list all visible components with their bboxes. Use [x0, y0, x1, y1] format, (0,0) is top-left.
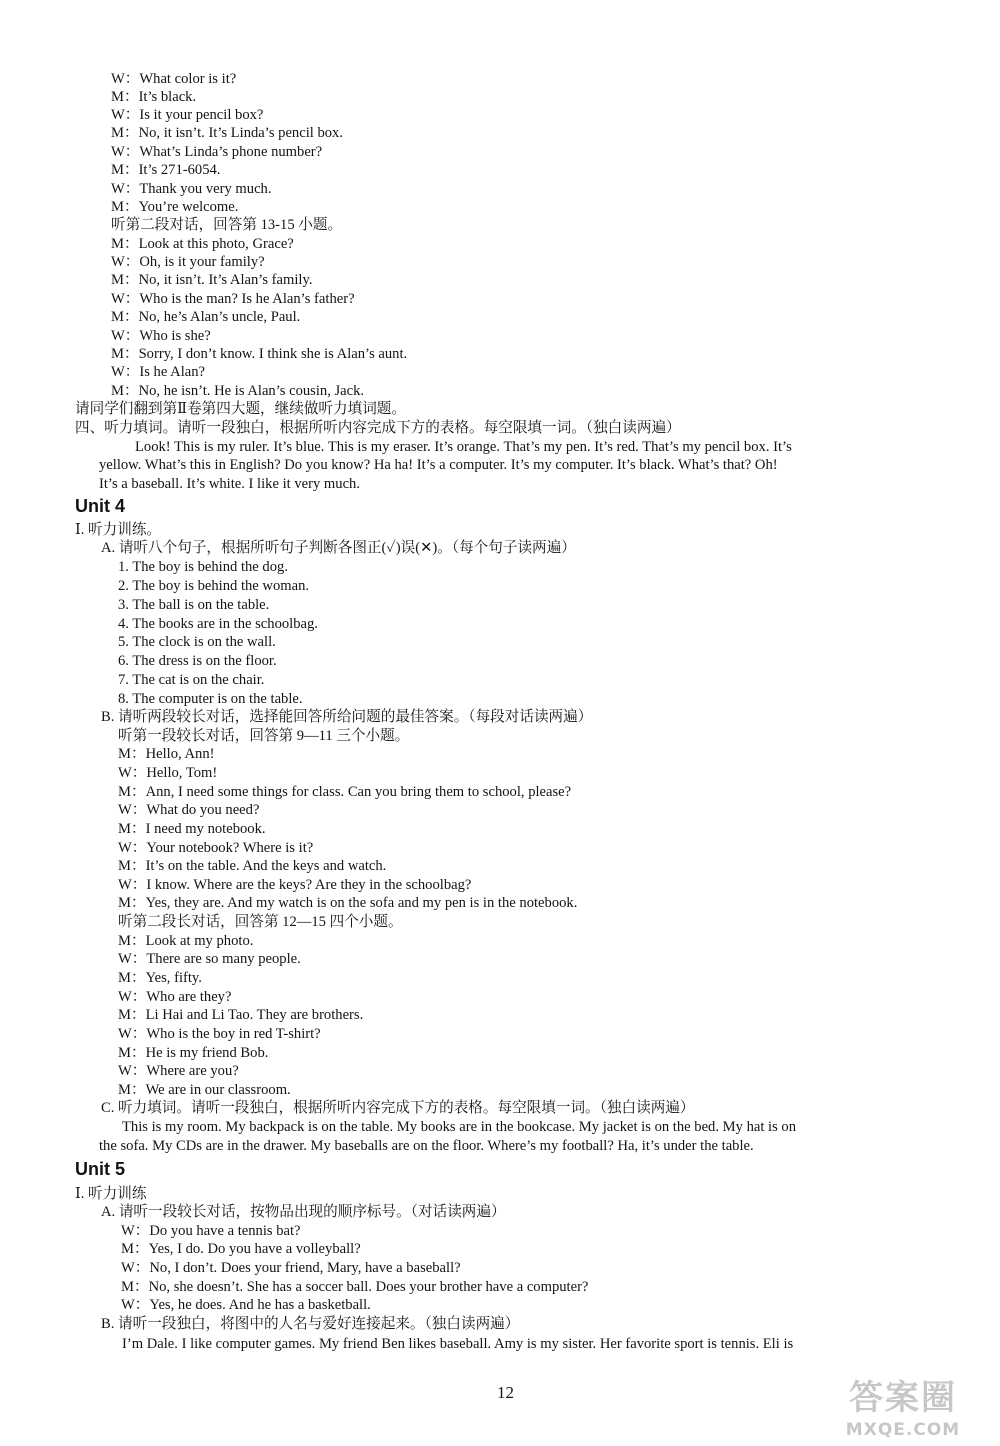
unit5-part1: Ⅰ. 听力训练: [75, 1186, 147, 1202]
list-item: 5. The clock is on the wall.: [118, 634, 276, 650]
dialogue-line: W：Is it your pencil box?: [111, 107, 264, 123]
dialogue-line: W：Your notebook? Where is it?: [118, 840, 314, 856]
section4-paragraph: Look! This is my ruler. It’s blue. This is my eraser. It’s orange. That’s my pen. It’s red. That’s my pencil box. It’s: [135, 439, 792, 455]
list-item: 8. The computer is on the table.: [118, 691, 303, 707]
unit4-c-paragraph: the sofa. My CDs are in the drawer. My baseballs are on the floor. Where’s my football? Ha, it’s under the table.: [99, 1138, 754, 1154]
dialogue-line: W：Who is the man? Is he Alan’s father?: [111, 291, 355, 307]
dialogue-line: W：Who are they?: [118, 989, 232, 1005]
dialogue-line: M：Look at this photo, Grace?: [111, 236, 294, 252]
dialogue-line: M：Hello, Ann!: [118, 746, 215, 762]
unit5-b-heading: B. 请听一段独白，将图中的人名与爱好连接起来。（独白读两遍）: [101, 1316, 520, 1332]
dialogue-line: M：Sorry, I don’t know. I think she is Alan’s aunt.: [111, 346, 408, 362]
dialogue-line: W：What color is it?: [111, 71, 237, 87]
dialogue-line: W：Thank you very much.: [111, 181, 272, 197]
dialogue-line: M：Yes, I do. Do you have a volleyball?: [121, 1241, 361, 1257]
watermark-logo: [808, 1378, 998, 1444]
dialogue-line: M：No, it isn’t. It’s Linda’s pencil box.: [111, 125, 344, 141]
dialogue-line: M：Yes, they are. And my watch is on the sofa and my pen is in the notebook.: [118, 895, 578, 911]
dialogue-intro: 听第一段较长对话，回答第 9—11 三个小题。: [118, 728, 410, 744]
dialogue-line: M：You’re welcome.: [111, 199, 239, 215]
dialogue-line: W：Do you have a tennis bat?: [121, 1223, 301, 1239]
dialogue-line: M：We are in our classroom.: [118, 1082, 291, 1098]
dialogue-line: W：What’s Linda’s phone number?: [111, 144, 323, 160]
dialogue-line: W：Hello, Tom!: [118, 765, 218, 781]
section4-paragraph: yellow. What’s this in English? Do you know? Ha ha! It’s a computer. It’s my computer. It’s black. What’s that? Oh!: [99, 457, 778, 473]
dialogue-line: M：No, she doesn’t. She has a soccer ball. Does your brother have a computer?: [121, 1279, 589, 1295]
list-item: 2. The boy is behind the woman.: [118, 578, 310, 594]
dialogue-line: M：Look at my photo.: [118, 933, 254, 949]
dialogue-line: M：Ann, I need some things for class. Can you bring them to school, please?: [118, 784, 572, 800]
page-number: 12: [497, 1383, 514, 1402]
dialogue-line: M：No, it isn’t. It’s Alan’s family.: [111, 272, 313, 288]
unit5-title: Unit 5: [75, 1159, 126, 1179]
list-item: 1. The boy is behind the dog.: [118, 559, 288, 575]
watermark-url: MXQE.COM: [845, 1420, 961, 1440]
dialogue-line: W：I know. Where are the keys? Are they in the schoolbag?: [118, 877, 472, 893]
unit4-part1: Ⅰ. 听力训练。: [75, 522, 162, 538]
watermark-title: 答案圈: [849, 1378, 957, 1418]
dialogue-line: M：No, he isn’t. He is Alan’s cousin, Jack.: [111, 383, 365, 399]
list-item: 3. The ball is on the table.: [118, 597, 270, 613]
dialogue-line: W：What do you need?: [118, 802, 260, 818]
unit4-title: Unit 4: [75, 496, 126, 516]
dialogue-line: M：It’s 271-6054.: [111, 162, 221, 178]
unit4-b-heading: B. 请听两段较长对话，选择能回答所给问题的最佳答案。（每段对话读两遍）: [101, 709, 593, 725]
unit4-c-heading: C. 听力填词。请听一段独白，根据所听内容完成下方的表格。每空限填一词。（独白读两遍）: [101, 1100, 695, 1116]
section4-paragraph: It’s a baseball. It’s white. I like it very much.: [99, 476, 360, 492]
unit5-b-paragraph: I’m Dale. I like computer games. My friend Ben likes baseball. Amy is my sister. Her favorite sport is tennis. Eli is: [122, 1336, 794, 1352]
dialogue-line: W：Is he Alan?: [111, 364, 206, 380]
dialogue-line: M：It’s black.: [111, 89, 197, 105]
dialogue-intro: 听第二段长对话，回答第 12—15 四个小题。: [118, 914, 403, 930]
dialogue-line: M：He is my friend Bob.: [118, 1045, 269, 1061]
dialogue-line: W：Who is she?: [111, 328, 211, 344]
dialogue-line: M：It’s on the table. And the keys and watch.: [118, 858, 387, 874]
dialogue-line: W：There are so many people.: [118, 951, 301, 967]
dialogue-line: M：Yes, fifty.: [118, 970, 202, 986]
list-item: 7. The cat is on the chair.: [118, 672, 265, 688]
list-item: 4. The books are in the schoolbag.: [118, 616, 318, 632]
dialogue-line: W：Yes, he does. And he has a basketball.: [121, 1297, 371, 1313]
unit4-c-paragraph: This is my room. My backpack is on the table. My books are in the bookcase. My jacket is on the bed. My hat is on: [122, 1119, 797, 1135]
list-item: 6. The dress is on the floor.: [118, 653, 277, 669]
turn-note: 请同学们翻到第Ⅱ卷第四大题，继续做听力填词题。: [75, 401, 406, 417]
unit4-a-heading: A. 请听八个句子，根据所听句子判断各图正(✓)误(✕)。（每个句子读两遍）: [101, 540, 576, 556]
dialogue-intro: 听第二段对话，回答第 13-15 小题。: [111, 217, 343, 233]
dialogue-line: M：No, he’s Alan’s uncle, Paul.: [111, 309, 301, 325]
dialogue-line: W：Who is the boy in red T-shirt?: [118, 1026, 321, 1042]
unit5-a-heading: A. 请听一段较长对话，按物品出现的顺序标号。（对话读两遍）: [101, 1204, 506, 1220]
dialogue-line: W：Oh, is it your family?: [111, 254, 265, 270]
section4-heading: 四、听力填词。请听一段独白，根据所听内容完成下方的表格。每空限填一词。（独白读两遍）: [75, 420, 681, 436]
dialogue-line: W：No, I don’t. Does your friend, Mary, have a baseball?: [121, 1260, 461, 1276]
dialogue-line: W：Where are you?: [118, 1063, 239, 1079]
dialogue-line: M：I need my notebook.: [118, 821, 266, 837]
dialogue-line: M：Li Hai and Li Tao. They are brothers.: [118, 1007, 364, 1023]
